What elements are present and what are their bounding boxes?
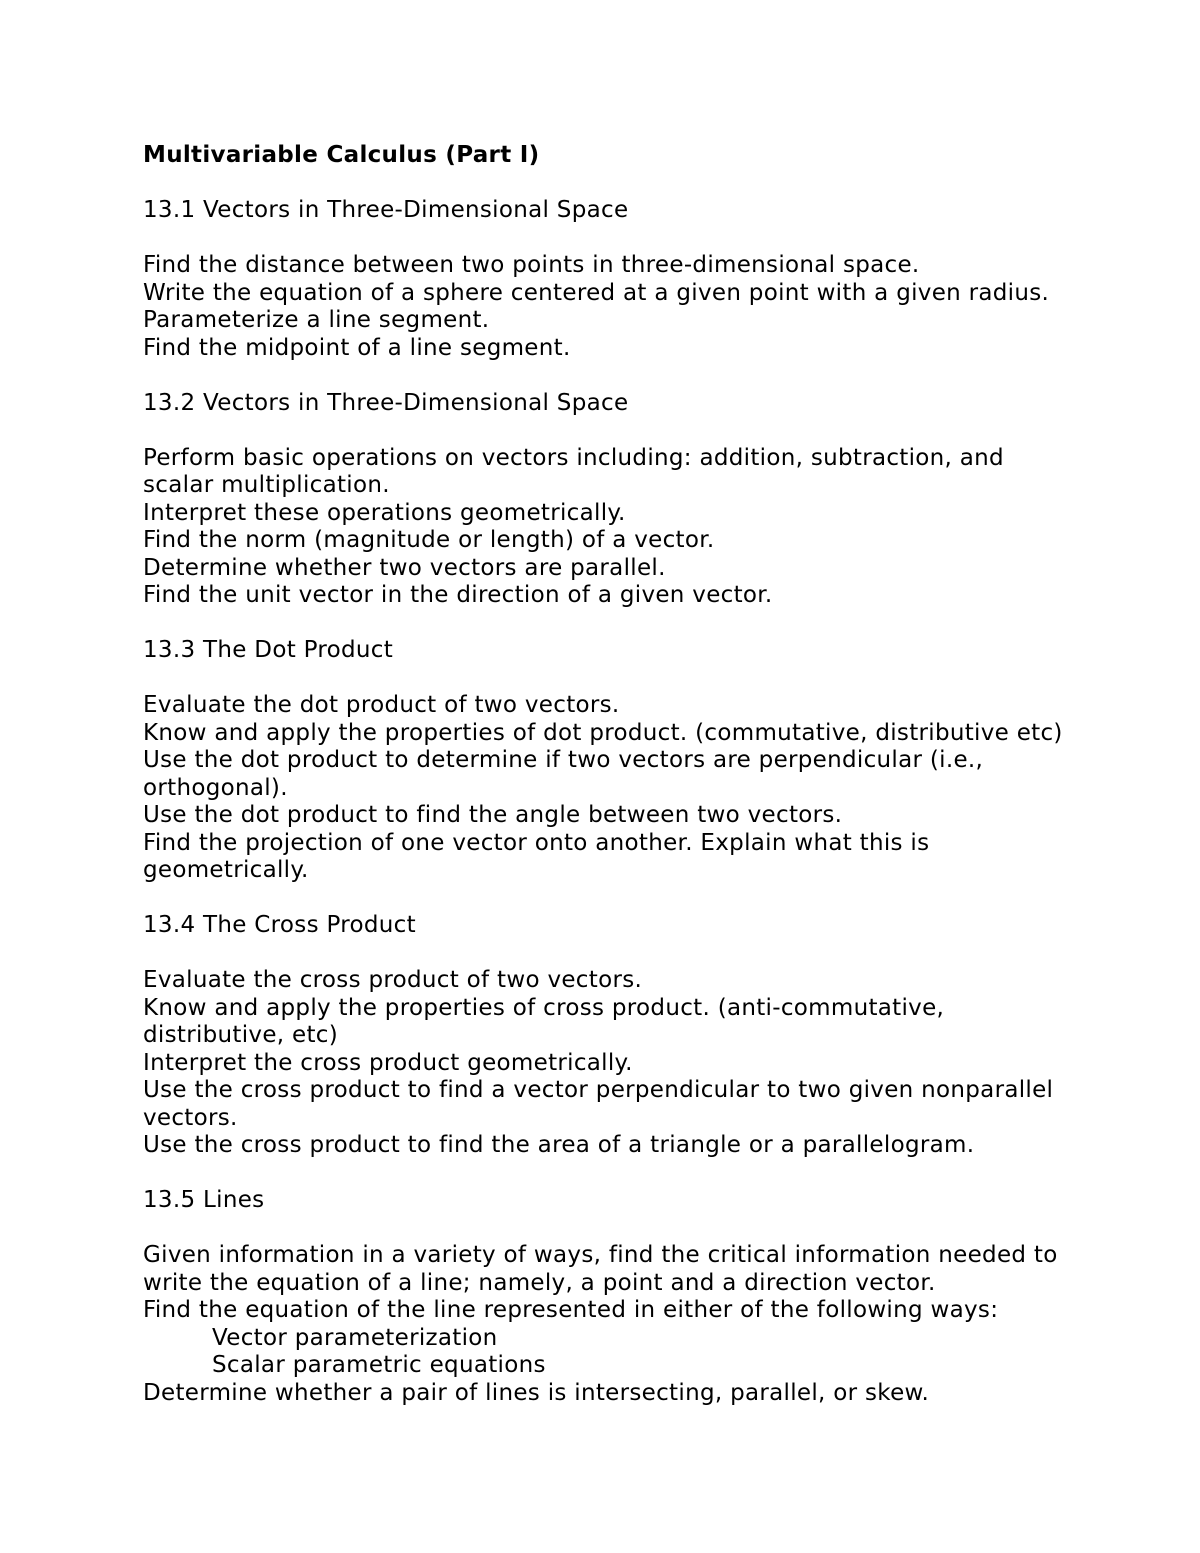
section-13-5 [143, 1187, 1103, 1407]
objective-line: write the equation of a line; namely, a point and a direction vector. [143, 1269, 936, 1296]
objective-line: Determine whether two vectors are parallel. [143, 554, 666, 581]
section-13-1 [143, 197, 1103, 362]
section-heading: 13.4 The Cross Product [143, 912, 416, 938]
objective-line: Use the cross product to find a vector perpendicular to two given nonparallel [143, 1077, 1054, 1103]
section-items [143, 967, 1103, 1160]
objective-line: Know and apply the properties of cross product. (anti-commutative, [143, 994, 945, 1021]
objective-line: Given information in a variety of ways, find the critical information needed to [143, 1242, 1058, 1268]
objective-line: Find the equation of the line represented in either of the following ways: [143, 1297, 999, 1323]
document-title: Multivariable Calculus (Part I) [143, 142, 540, 168]
section-heading: 13.1 Vectors in Three-Dimensional Space [143, 197, 629, 223]
section-heading: 13.5 Lines [143, 1187, 265, 1213]
objective-line: Find the distance between two points in three-dimensional space. [143, 252, 920, 278]
section-items [143, 692, 1103, 885]
objective-line: scalar multiplication. [143, 472, 390, 498]
objective-line: Interpret the cross product geometrically. [143, 1049, 633, 1076]
section-heading: 13.3 The Dot Product [143, 637, 394, 663]
objective-line: Use the dot product to find the angle between two vectors. [143, 802, 843, 828]
objective-line: distributive, etc) [143, 1022, 338, 1048]
objective-line: Evaluate the dot product of two vectors. [143, 692, 620, 718]
section-items [143, 1242, 1103, 1407]
objective-line: Write the equation of a sphere centered at a given point with a given radius. [143, 279, 1050, 306]
section-13-4 [143, 912, 1103, 1160]
section-items [143, 252, 1103, 362]
objective-subitem: Vector parameterization [212, 1324, 498, 1351]
objective-line: geometrically. [143, 857, 309, 883]
objective-line: orthogonal). [143, 774, 288, 801]
objective-line: Find the unit vector in the direction of a given vector. [143, 582, 773, 608]
objective-line: Evaluate the cross product of two vectors. [143, 967, 643, 993]
objective-line: Know and apply the properties of dot product. (commutative, distributive etc) [143, 719, 1063, 746]
objective-line: Parameterize a line segment. [143, 307, 490, 333]
objective-subitem: Scalar parametric equations [212, 1352, 546, 1378]
objective-line: Use the cross product to find the area of a triangle or a parallelogram. [143, 1132, 975, 1158]
document-content [143, 142, 1103, 1407]
objective-line: Interpret these operations geometrically. [143, 499, 626, 526]
section-heading: 13.2 Vectors in Three-Dimensional Space [143, 389, 629, 416]
objective-line: Find the projection of one vector onto another. Explain what this is [143, 829, 930, 856]
objective-line: Use the dot product to determine if two vectors are perpendicular (i.e., [143, 747, 984, 773]
objective-line: Perform basic operations on vectors including: addition, subtraction, and [143, 444, 1004, 471]
section-13-3 [143, 637, 1103, 885]
objective-line: Determine whether a pair of lines is intersecting, parallel, or skew. [143, 1379, 930, 1406]
objective-line: Find the midpoint of a line segment. [143, 334, 571, 361]
section-13-2 [143, 390, 1103, 610]
section-items [143, 445, 1103, 610]
objective-line: vectors. [143, 1104, 238, 1131]
objective-line: Find the norm (magnitude or length) of a vector. [143, 527, 715, 553]
